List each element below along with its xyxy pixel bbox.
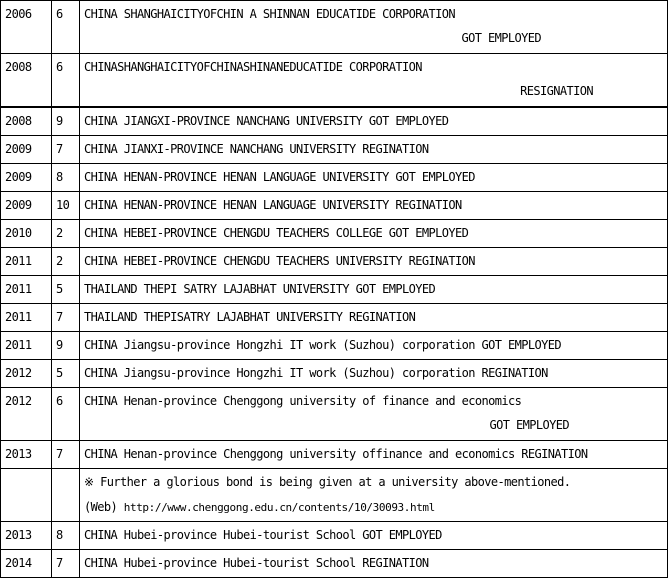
year-cell: 2012 (1, 360, 52, 388)
description-cell (80, 388, 668, 441)
description-cell (80, 1, 668, 54)
status-line: GOT EMPLOYED (461, 31, 541, 45)
note-row (1, 469, 668, 522)
table-row (1, 304, 668, 332)
description-cell: THAILAND THEPISATRY LAJABHAT UNIVERSITY REGINATION (80, 304, 668, 332)
year-cell (1, 469, 52, 522)
year-cell: 2006 (1, 1, 52, 54)
month-cell: 2 (52, 248, 80, 276)
year-cell: 2008 (1, 54, 52, 108)
web-reference (84, 495, 667, 519)
note-text: ※ Further a glorious bond is being given at a university above-mentioned. (84, 475, 571, 489)
year-cell: 2011 (1, 276, 52, 304)
status-line: RESIGNATION (520, 84, 593, 98)
month-cell: 7 (52, 441, 80, 469)
year-cell: 2009 (1, 192, 52, 220)
table-row (1, 1, 668, 54)
description-line: CHINA Henan-province Chenggong university of finance and economics (84, 394, 522, 408)
month-cell: 7 (52, 136, 80, 164)
year-cell: 2013 (1, 522, 52, 550)
year-cell: 2013 (1, 441, 52, 469)
table-row (1, 388, 668, 441)
year-cell: 2009 (1, 136, 52, 164)
web-url-link[interactable]: http://www.chenggong.edu.cn/contents/10/30093.html (123, 501, 435, 514)
month-cell (52, 469, 80, 522)
year-cell: 2014 (1, 550, 52, 578)
description-line: CHINASHANGHAICITYOFCHINASHINANEDUCATIDE CORPORATION (84, 60, 422, 74)
description-cell: CHINA Jiangsu-province Hongzhi IT work (Suzhou) corporation REGINATION (80, 360, 668, 388)
description-cell: CHINA HENAN-PROVINCE HENAN LANGUAGE UNIVERSITY GOT EMPLOYED (80, 164, 668, 192)
table-row (1, 107, 668, 136)
month-cell: 7 (52, 550, 80, 578)
description-cell: CHINA HEBEI-PROVINCE CHENGDU TEACHERS COLLEGE GOT EMPLOYED (80, 220, 668, 248)
year-cell: 2011 (1, 248, 52, 276)
description-cell: CHINA HEBEI-PROVINCE CHENGDU TEACHERS UNIVERSITY REGINATION (80, 248, 668, 276)
table-row (1, 54, 668, 108)
description-cell: CHINA Hubei-province Hubei-tourist School REGINATION (80, 550, 668, 578)
description-cell: CHINA Jiangsu-province Hongzhi IT work (Suzhou) corporation GOT EMPLOYED (80, 332, 668, 360)
description-cell: CHINA JIANXI-PROVINCE NANCHANG UNIVERSITY REGINATION (80, 136, 668, 164)
description-cell: CHINA Hubei-province Hubei-tourist School GOT EMPLOYED (80, 522, 668, 550)
table-row (1, 441, 668, 469)
description-cell: THAILAND THEPI SATRY LAJABHAT UNIVERSITY GOT EMPLOYED (80, 276, 668, 304)
description-cell: CHINA Henan-province Chenggong university offinance and economics REGINATION (80, 441, 668, 469)
month-cell: 6 (52, 388, 80, 441)
note-cell (80, 469, 668, 522)
table-row (1, 136, 668, 164)
month-cell: 5 (52, 276, 80, 304)
table-row (1, 550, 668, 578)
table-row (1, 522, 668, 550)
year-cell: 2010 (1, 220, 52, 248)
month-cell: 6 (52, 54, 80, 108)
web-label: (Web) (84, 500, 118, 514)
table-row (1, 332, 668, 360)
description-line: CHINA SHANGHAICITYOFCHIN A SHINNAN EDUCATIDE CORPORATION (84, 7, 455, 21)
table-row (1, 164, 668, 192)
table-row (1, 220, 668, 248)
description-cell: CHINA HENAN-PROVINCE HENAN LANGUAGE UNIVERSITY REGINATION (80, 192, 668, 220)
year-cell: 2009 (1, 164, 52, 192)
table-row (1, 192, 668, 220)
table-row (1, 276, 668, 304)
month-cell: 9 (52, 332, 80, 360)
year-cell: 2012 (1, 388, 52, 441)
month-cell: 8 (52, 522, 80, 550)
table-row (1, 248, 668, 276)
month-cell: 10 (52, 192, 80, 220)
description-cell: CHINA JIANGXI-PROVINCE NANCHANG UNIVERSITY GOT EMPLOYED (80, 107, 668, 136)
month-cell: 7 (52, 304, 80, 332)
month-cell: 8 (52, 164, 80, 192)
year-cell: 2011 (1, 332, 52, 360)
month-cell: 2 (52, 220, 80, 248)
year-cell: 2008 (1, 107, 52, 136)
table-row (1, 360, 668, 388)
status-line: GOT EMPLOYED (489, 418, 569, 432)
month-cell: 5 (52, 360, 80, 388)
month-cell: 9 (52, 107, 80, 136)
month-cell: 6 (52, 1, 80, 54)
year-cell: 2011 (1, 304, 52, 332)
description-cell (80, 54, 668, 108)
